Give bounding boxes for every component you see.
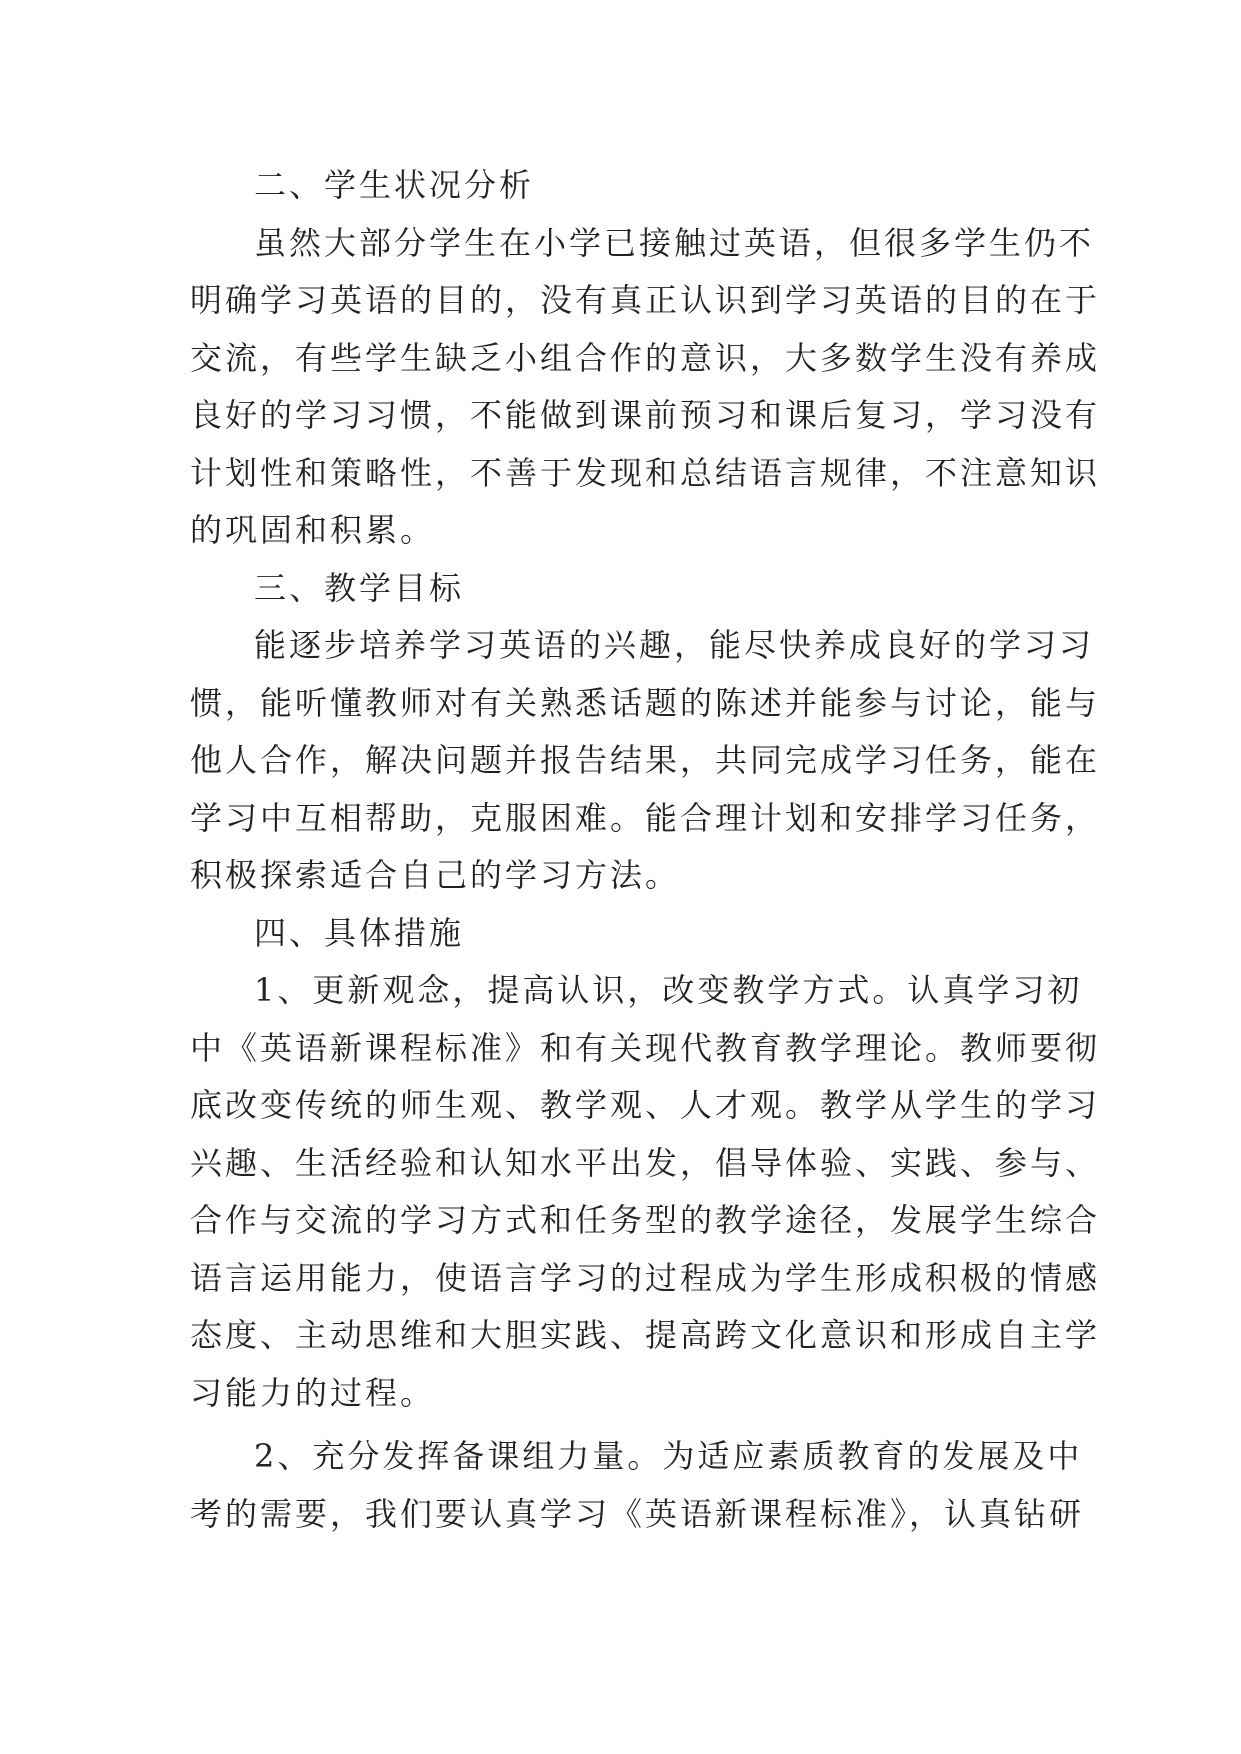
- paragraph-line: 交流，有些学生缺乏小组合作的意识，大多数学生没有养成: [190, 338, 1101, 377]
- paragraph-line: 2、充分发挥备课组力量。为适应素质教育的发展及中: [254, 1437, 1083, 1475]
- paragraph-line: 合作与交流的学习方式和任务型的教学途径，发展学生综合: [190, 1201, 1101, 1239]
- paragraph-line: 积极探索适合自己的学习方法。: [190, 856, 681, 894]
- section-heading-measures: 四、具体措施: [254, 913, 465, 952]
- paragraph-line: 虽然大部分学生在小学已接触过英语，但很多学生仍不: [254, 223, 1095, 262]
- paragraph-line: 中《英语新课程标准》和有关现代教育教学理论。教师要彻: [190, 1028, 1101, 1067]
- paragraph-line: 惯，能听懂教师对有关熟悉话题的陈述并能参与讨论，能与: [190, 683, 1101, 722]
- paragraph-line: 态度、主动思维和大胆实践、提高跨文化意识和形成自主学: [190, 1316, 1101, 1354]
- paragraph-line: 兴趣、生活经验和认知水平出发，倡导体验、实践、参与、: [190, 1143, 1101, 1182]
- paragraph-line: 他人合作，解决问题并报告结果，共同完成学习任务，能在: [190, 741, 1101, 779]
- paragraph-line: 明确学习英语的目的，没有真正认识到学习英语的目的在于: [190, 281, 1101, 319]
- paragraph-line: 良好的学习习惯，不能做到课前预习和课后复习，学习没有: [190, 396, 1101, 434]
- paragraph-line: 计划性和策略性，不善于发现和总结语言规律，不注意知识: [190, 453, 1101, 492]
- paragraph-line: 能逐步培养学习英语的兴趣，能尽快养成良好的学习习: [254, 626, 1095, 664]
- document-body: [190, 157, 1101, 1543]
- section-heading-student-analysis: 二、学生状况分析: [254, 166, 535, 204]
- paragraph-line: 1、更新观念，提高认识，改变教学方式。认真学习初: [254, 971, 1083, 1009]
- section-heading-teaching-goals: 三、教学目标: [254, 568, 465, 607]
- paragraph-line: 底改变传统的师生观、教学观、人才观。教学从学生的学习: [190, 1086, 1101, 1124]
- paragraph-line: 考的需要，我们要认真学习《英语新课程标准》，认真钻研: [190, 1494, 1085, 1533]
- paragraph-line: 学习中互相帮助，克服困难。能合理计划和安排学习任务，: [190, 798, 1101, 837]
- paragraph-line: 的巩固和积累。: [190, 511, 436, 549]
- paragraph-line: 习能力的过程。: [190, 1373, 436, 1412]
- paragraph-line: 语言运用能力，使语言学习的过程成为学生形成积极的情感: [190, 1258, 1101, 1297]
